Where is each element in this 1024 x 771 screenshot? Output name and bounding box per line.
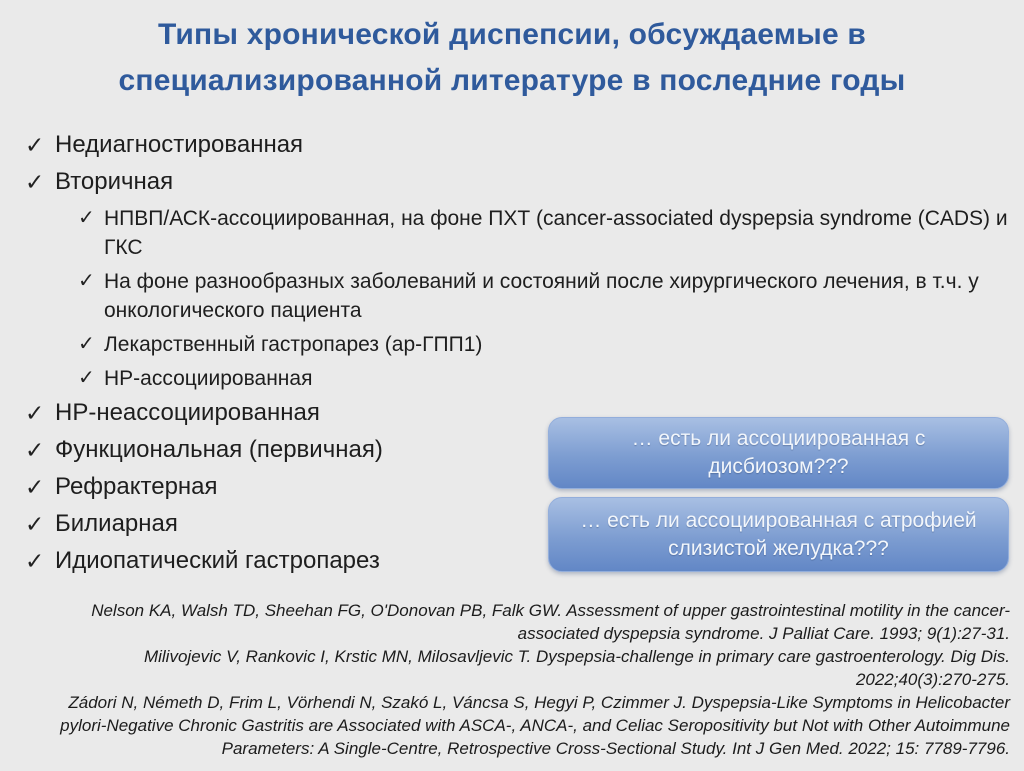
reference-item: Milivojevic V, Rankovic I, Krstic MN, Milosavljevic T. Dyspepsia-challenge in primary care gastroenterology. Dig Dis. 2022;40(3):270-275. bbox=[143, 647, 1010, 689]
reference-item: Zádori N, Németh D, Frim L, Vörhendi N, Szakó L, Váncsa S, Hegyi P, Czimmer J. Dyspepsia-Like Symptoms in Helicobacter pylori-Negative Chronic Gastritis are Associated with ASCA-, ANCA-, and Celiac Seropositivity but Not with Other Autoimmune Parameters: A Single-Centre, Retrospective Cross-Sectional Study. Int J Gen Med. 2022; 15: 7789-7796. bbox=[60, 693, 1010, 758]
page-title-line-1: Типы хронической диспепсии, обсуждаемые в bbox=[158, 18, 866, 51]
checkmark-icon: ✓ bbox=[78, 367, 95, 389]
list-item bbox=[0, 330, 1024, 359]
references-block bbox=[40, 599, 1010, 760]
list-item bbox=[0, 130, 1024, 160]
callout-dysbiosis-line-2: дисбиозом??? bbox=[708, 455, 849, 478]
checkmark-icon: ✓ bbox=[78, 333, 95, 355]
callout-atrophy-line-2: слизистой желудка??? bbox=[668, 536, 889, 560]
reference-item: Nelson KA, Walsh TD, Sheehan FG, O'Donovan PB, Falk GW. Assessment of upper gastrointestinal motility in the cancer-associated dyspepsia syndrome. J Palliat Care. 1993; 9(1):27-31. bbox=[91, 601, 1010, 643]
checkmark-icon: ✓ bbox=[25, 437, 45, 463]
callout-dysbiosis-box bbox=[548, 417, 1009, 489]
list-item-label: НПВП/АСК-ассоциированная, на фоне ПХТ (cancer-associated dyspepsia syndrome (CADS) и ГКС bbox=[104, 207, 1008, 259]
checkmark-icon: ✓ bbox=[25, 511, 45, 537]
checkmark-icon: ✓ bbox=[25, 474, 45, 500]
callout-atrophy-line-1: … есть ли ассоциированная с атрофией bbox=[580, 508, 977, 532]
list-item-label: Вторичная bbox=[55, 168, 174, 195]
list-item-label: Функциональная (первичная) bbox=[55, 436, 383, 463]
list-item-label: Рефрактерная bbox=[55, 473, 218, 500]
list-item bbox=[0, 167, 1024, 197]
list-item bbox=[0, 204, 1024, 262]
checkmark-icon: ✓ bbox=[25, 548, 45, 574]
checkmark-icon: ✓ bbox=[25, 400, 45, 426]
page-title bbox=[0, 0, 1024, 104]
list-item-label: На фоне разнообразных заболеваний и состояний после хирургического лечения, в т.ч. у онкологического пациента bbox=[104, 270, 979, 322]
list-item-label: Недиагностированная bbox=[55, 131, 304, 158]
callout-dysbiosis-line-1: … есть ли ассоциированная с bbox=[631, 427, 926, 450]
page-title-line-2: специализированной литературе в последние годы bbox=[118, 64, 906, 97]
list-item-label: Лекарственный гастропарез (ар-ГПП1) bbox=[104, 333, 483, 356]
list-item-label: Билиарная bbox=[55, 510, 178, 537]
list-item bbox=[0, 364, 1024, 393]
checkmark-icon: ✓ bbox=[25, 169, 45, 195]
checkmark-icon: ✓ bbox=[78, 270, 95, 292]
list-item-label: НР-неассоциированная bbox=[55, 399, 320, 426]
list-item bbox=[0, 267, 1024, 325]
list-item-label: НР-ассоциированная bbox=[104, 367, 313, 390]
checkmark-icon: ✓ bbox=[78, 207, 95, 229]
callout-atrophy-box bbox=[548, 497, 1009, 572]
checkmark-icon: ✓ bbox=[25, 132, 45, 158]
list-item-label: Идиопатический гастропарез bbox=[55, 547, 380, 574]
